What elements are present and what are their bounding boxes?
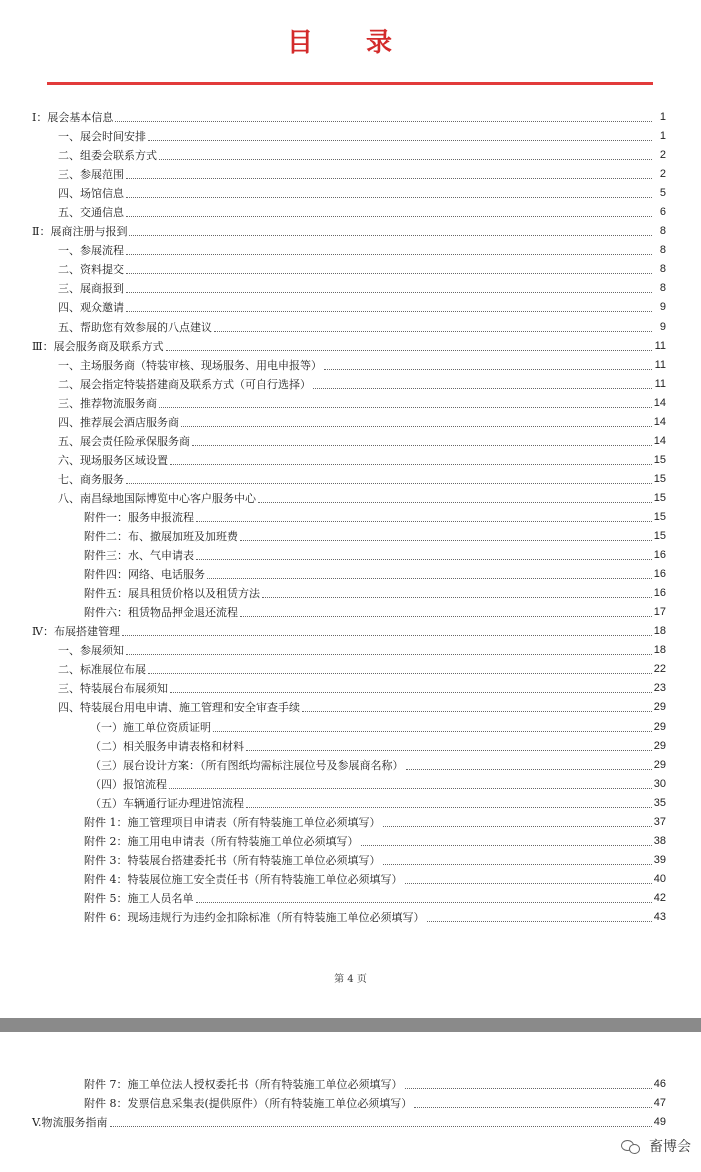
page-number: 第 4 页 (334, 974, 367, 985)
toc-entry-label: V.物流服务指南 (32, 1116, 108, 1130)
toc-leader-dots (166, 342, 652, 351)
toc-entry-page: 35 (653, 796, 666, 809)
toc-entry-page: 15 (653, 491, 666, 504)
toc-entry-page: 16 (653, 568, 666, 581)
toc-entry[interactable] (32, 222, 666, 241)
toc-entry-label: 八、南昌绿地国际博览中心客户服务中心 (58, 491, 256, 505)
toc-leader-dots (383, 818, 652, 827)
toc-entry[interactable] (32, 698, 666, 717)
watermark (621, 1136, 691, 1156)
toc-entry-page: 8 (659, 225, 666, 238)
toc-entry[interactable] (32, 298, 666, 317)
toc-entry-page: 5 (659, 187, 666, 200)
toc-leader-dots (406, 761, 652, 770)
toc-entry-page: 1 (659, 111, 666, 123)
toc-entry-label: Ⅱ：展商注册与报到 (32, 225, 128, 239)
toc-entry-label: 三、推荐物流服务商 (58, 396, 157, 410)
toc-leader-dots (258, 494, 652, 503)
toc-entry-page: 29 (653, 701, 666, 714)
toc-entry-label: 四、推荐展会酒店服务商 (58, 415, 179, 429)
toc-leader-dots (126, 646, 652, 655)
toc-leader-dots (126, 303, 652, 312)
toc-entry-label: （五）车辆通行证办理进馆流程 (90, 796, 244, 810)
toc-entry-page: 15 (653, 453, 666, 466)
toc-leader-dots (262, 589, 652, 598)
toc-leader-dots (129, 227, 652, 236)
toc-entry[interactable] (32, 127, 666, 146)
toc-entry-page: 22 (653, 663, 666, 676)
table-of-contents-continued (32, 1075, 666, 1132)
toc-leader-dots (115, 113, 652, 122)
toc-entry[interactable] (32, 527, 666, 546)
toc-entry[interactable] (32, 603, 666, 622)
toc-entry[interactable] (32, 108, 666, 127)
toc-entry-page: 18 (653, 644, 666, 657)
toc-leader-dots (214, 323, 652, 332)
toc-entry[interactable] (32, 279, 666, 298)
toc-entry-label: 三、参展范围 (58, 168, 124, 182)
toc-entry-page: 15 (653, 472, 666, 485)
toc-entry-label: 附件 3：特装展台搭建委托书（所有特装施工单位必须填写） (84, 853, 381, 867)
toc-entry-page: 30 (653, 777, 666, 790)
toc-entry-page: 1 (659, 130, 666, 143)
toc-entry-label: 附件 6：现场违规行为违约金扣除标准（所有特装施工单位必须填写） (84, 910, 425, 924)
page-separator (0, 1018, 701, 1032)
toc-entry[interactable] (32, 260, 666, 279)
toc-entry-label: 附件 4：特装展位施工安全责任书（所有特装施工单位必须填写） (84, 872, 403, 886)
toc-entry-page: 8 (659, 282, 666, 295)
toc-entry[interactable] (32, 241, 666, 260)
toc-leader-dots (240, 532, 652, 541)
toc-leader-dots (196, 513, 652, 522)
toc-entry-page: 8 (659, 244, 666, 257)
toc-entry-label: 二、展会指定特装搭建商及联系方式（可自行选择） (58, 377, 311, 391)
toc-leader-dots (126, 189, 652, 198)
toc-entry[interactable] (32, 546, 666, 565)
toc-entry-page: 37 (653, 815, 666, 828)
toc-entry[interactable] (32, 203, 666, 222)
toc-entry-page: 46 (653, 1078, 666, 1090)
toc-entry[interactable] (32, 413, 666, 432)
toc-entry-label: 一、参展须知 (58, 644, 124, 658)
toc-entry-page: 43 (653, 910, 666, 923)
toc-entry-label: 五、交通信息 (58, 206, 124, 220)
toc-leader-dots (126, 284, 652, 293)
toc-entry-label: Ⅳ：布展搭建管理 (32, 625, 120, 639)
toc-leader-dots (324, 361, 652, 370)
toc-entry[interactable] (32, 660, 666, 679)
toc-leader-dots (148, 665, 652, 674)
toc-entry-label: Ⅰ：展会基本信息 (32, 111, 114, 124)
toc-entry-page: 29 (653, 758, 666, 771)
toc-entry[interactable] (32, 451, 666, 470)
toc-entry-label: 四、观众邀请 (58, 301, 124, 315)
toc-leader-dots (181, 418, 652, 427)
toc-entry[interactable] (32, 870, 666, 889)
toc-entry-label: 二、组委会联系方式 (58, 149, 157, 163)
toc-entry-label: 一、参展流程 (58, 244, 124, 258)
toc-entry[interactable] (32, 432, 666, 451)
toc-leader-dots (169, 780, 652, 789)
toc-leader-dots (246, 742, 652, 751)
toc-leader-dots (126, 246, 652, 255)
toc-entry-label: 附件 5：施工人员名单 (84, 891, 194, 905)
toc-entry[interactable] (32, 832, 666, 851)
toc-entry-page: 17 (653, 606, 666, 619)
toc-leader-dots (427, 913, 652, 922)
toc-entry-page: 11 (654, 377, 666, 390)
toc-entry-page: 49 (653, 1116, 666, 1129)
toc-leader-dots (159, 399, 652, 408)
toc-entry-page: 38 (653, 834, 666, 847)
toc-leader-dots (196, 894, 652, 903)
toc-entry-label: 附件 7：施工单位法人授权委托书（所有特装施工单位必须填写） (84, 1078, 403, 1091)
toc-entry[interactable] (32, 184, 666, 203)
toc-entry-label: 附件 2：施工用电申请表（所有特装施工单位必须填写） (84, 834, 359, 848)
toc-entry-label: （二）相关服务申请表格和材料 (90, 739, 244, 753)
table-of-contents (32, 108, 666, 927)
toc-entry-label: 二、资料提交 (58, 263, 124, 277)
toc-entry-label: 三、特装展台布展须知 (58, 682, 168, 696)
toc-entry[interactable] (32, 394, 666, 413)
toc-entry-label: 一、主场服务商（特装审核、现场服务、用电申报等） (58, 358, 322, 372)
toc-entry-label: 四、特装展台用电申请、施工管理和安全审查手续 (58, 701, 300, 715)
toc-leader-dots (383, 856, 652, 865)
toc-leader-dots (192, 437, 652, 446)
toc-entry-page: 11 (654, 358, 666, 371)
toc-entry-label: （三）展台设计方案：（所有图纸均需标注展位号及参展商名称） (90, 758, 404, 772)
toc-entry-page: 6 (659, 206, 666, 219)
toc-entry-page: 16 (653, 587, 666, 600)
toc-entry-label: 四、场馆信息 (58, 187, 124, 201)
toc-entry-page: 29 (653, 720, 666, 733)
toc-leader-dots (414, 1099, 652, 1108)
toc-leader-dots (361, 837, 652, 846)
toc-entry-page: 9 (659, 320, 666, 333)
toc-leader-dots (122, 627, 652, 636)
toc-entry[interactable] (32, 1113, 666, 1132)
toc-leader-dots (405, 1080, 652, 1089)
toc-entry-label: 六、现场服务区域设置 (58, 453, 168, 467)
toc-entry[interactable] (32, 737, 666, 756)
toc-leader-dots (207, 570, 652, 579)
toc-entry-page: 2 (659, 168, 666, 181)
toc-leader-dots (148, 132, 652, 141)
toc-entry-page: 40 (653, 872, 666, 885)
toc-entry-label: 五、帮助您有效参展的八点建议 (58, 320, 212, 334)
toc-leader-dots (159, 151, 652, 160)
page-title: 目 录 (286, 28, 415, 58)
toc-entry[interactable] (32, 318, 666, 337)
toc-entry[interactable] (32, 508, 666, 527)
toc-entry[interactable] (32, 1094, 666, 1113)
toc-entry[interactable] (32, 584, 666, 603)
toc-entry[interactable] (32, 165, 666, 184)
toc-entry-label: 附件四：网络、电话服务 (84, 568, 205, 582)
toc-entry[interactable] (32, 356, 666, 375)
toc-entry[interactable] (32, 679, 666, 698)
toc-entry-page: 11 (654, 339, 666, 352)
toc-entry[interactable] (32, 889, 666, 908)
toc-entry-label: （一）施工单位资质证明 (90, 720, 211, 734)
toc-leader-dots (405, 875, 652, 884)
toc-entry-label: 一、展会时间安排 (58, 130, 146, 144)
toc-leader-dots (170, 456, 652, 465)
toc-leader-dots (313, 380, 652, 389)
toc-entry-page: 16 (653, 549, 666, 562)
toc-entry-page: 18 (653, 625, 666, 638)
toc-entry-page: 15 (653, 530, 666, 543)
toc-entry[interactable] (32, 337, 666, 356)
toc-leader-dots (246, 799, 652, 808)
toc-entry[interactable] (32, 489, 666, 508)
toc-entry-label: 附件五：展具租赁价格以及租赁方法 (84, 587, 260, 601)
toc-entry-page: 29 (653, 739, 666, 752)
toc-entry-page: 42 (653, 891, 666, 904)
toc-entry-page: 14 (653, 415, 666, 428)
toc-leader-dots (126, 208, 652, 217)
toc-entry-label: （四）报馆流程 (90, 777, 167, 791)
toc-entry[interactable] (32, 470, 666, 489)
toc-entry-page: 2 (659, 149, 666, 162)
toc-entry[interactable] (32, 622, 666, 641)
toc-leader-dots (240, 608, 652, 617)
title-divider (47, 82, 653, 85)
toc-entry[interactable] (32, 908, 666, 927)
toc-entry-label: 附件二：布、撤展加班及加班费 (84, 530, 238, 544)
toc-entry[interactable] (32, 641, 666, 660)
toc-leader-dots (170, 684, 652, 693)
toc-entry-label: Ⅲ：展会服务商及联系方式 (32, 339, 164, 353)
toc-entry-label: 二、标准展位布展 (58, 663, 146, 677)
toc-entry-label: 附件 1：施工管理项目申请表（所有特装施工单位必须填写） (84, 815, 381, 829)
toc-entry[interactable] (32, 794, 666, 813)
toc-entry[interactable] (32, 1075, 666, 1094)
watermark-text: 畜博会 (649, 1139, 691, 1155)
toc-leader-dots (196, 551, 652, 560)
toc-entry-page: 15 (653, 510, 666, 523)
toc-entry-page: 8 (659, 263, 666, 276)
toc-leader-dots (126, 475, 652, 484)
toc-entry-page: 9 (659, 301, 666, 314)
wechat-icon (621, 1139, 641, 1153)
toc-entry-page: 39 (653, 853, 666, 866)
toc-entry[interactable] (32, 756, 666, 775)
toc-leader-dots (126, 265, 652, 274)
toc-leader-dots (110, 1118, 652, 1127)
toc-entry[interactable] (32, 775, 666, 794)
toc-leader-dots (126, 170, 652, 179)
toc-entry-label: 七、商务服务 (58, 472, 124, 486)
toc-entry-label: 五、展会责任险承保服务商 (58, 434, 190, 448)
toc-entry-page: 14 (653, 396, 666, 409)
toc-entry-page: 14 (653, 434, 666, 447)
toc-entry[interactable] (32, 565, 666, 584)
toc-entry[interactable] (32, 718, 666, 737)
toc-entry-page: 23 (653, 682, 666, 695)
toc-entry-label: 附件 8：发票信息采集表(提供原件）（所有特装施工单位必须填写） (84, 1097, 413, 1111)
toc-entry-label: 附件一：服务申报流程 (84, 510, 194, 524)
toc-entry-label: 三、展商报到 (58, 282, 124, 296)
toc-entry[interactable] (32, 375, 666, 394)
toc-entry-label: 附件三：水、气申请表 (84, 549, 194, 563)
toc-entry-page: 47 (653, 1097, 666, 1110)
toc-entry[interactable] (32, 813, 666, 832)
toc-entry[interactable] (32, 851, 666, 870)
toc-entry[interactable] (32, 146, 666, 165)
toc-leader-dots (213, 723, 652, 732)
toc-leader-dots (302, 703, 652, 712)
toc-entry-label: 附件六：租赁物品押金退还流程 (84, 606, 238, 620)
